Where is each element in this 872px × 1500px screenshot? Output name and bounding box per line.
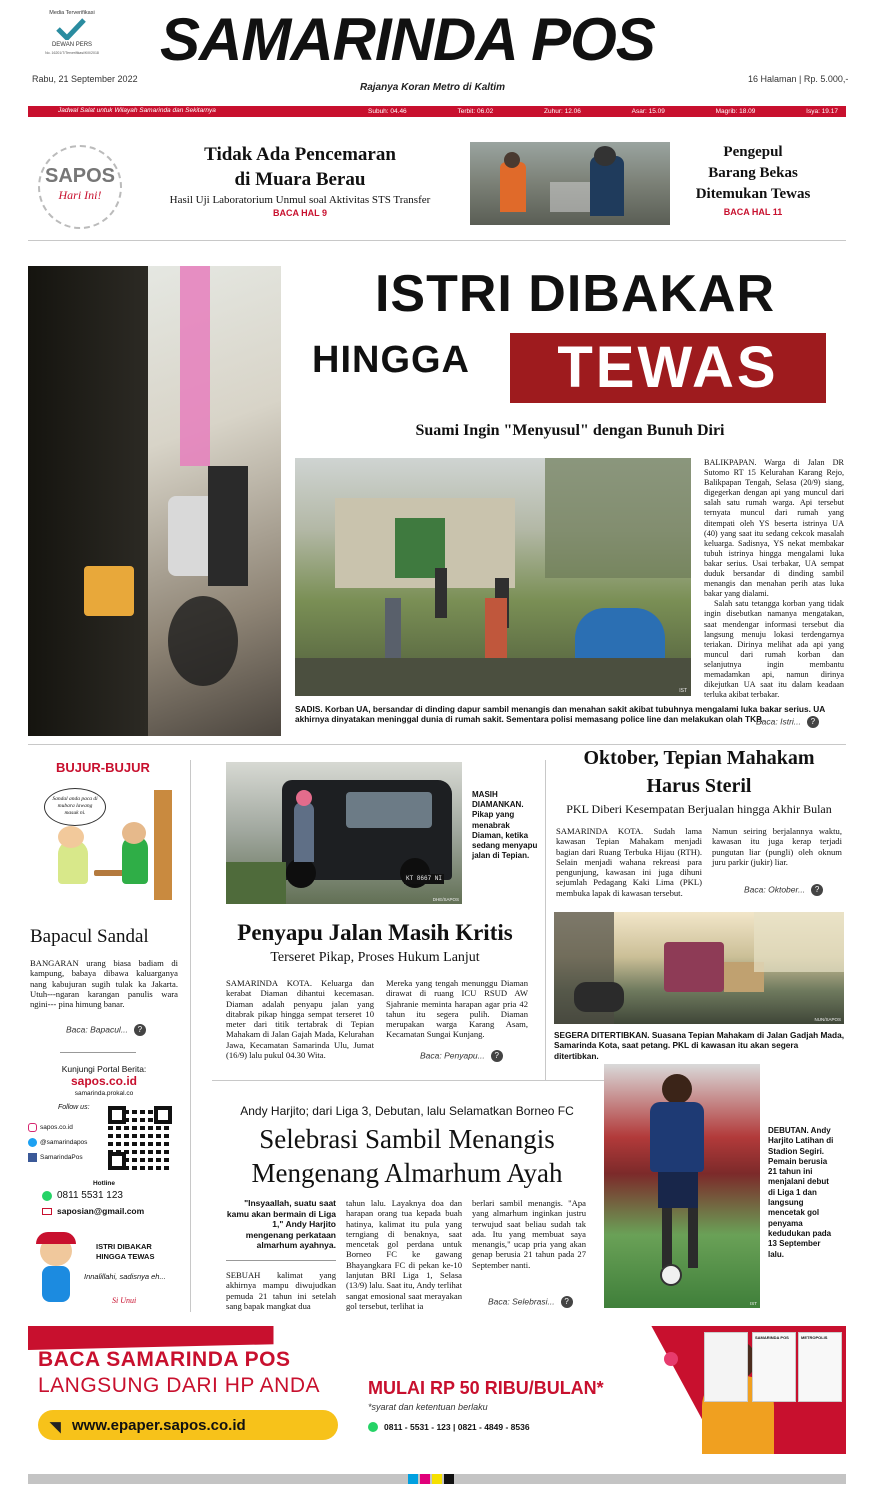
- divider: [28, 240, 846, 241]
- sweeper-body-2: Mereka yang tengah menunggu Diaman dirawat di ruang ICU RSUD AW Sjahranie meminta harapan agar pria 42 tahun itu segera pulih. Diaman merupakan warga Karang Asam, Kecamatan Sungai Kunjang.: [386, 978, 528, 1040]
- ad-paper-1: SAMARINDA POS: [752, 1332, 796, 1402]
- football-kicker: Andy Harjito; dari Liga 3, Debutan, lalu Selamatkan Borneo FC: [240, 1104, 574, 1118]
- cartoon-title-line: HINGGA TEWAS: [96, 1252, 155, 1261]
- oktober-baca[interactable]: [744, 884, 823, 896]
- arrow-icon: ?: [807, 716, 819, 728]
- football-caption: DEBUTAN. Andy Harjito Latihan di Stadion Segiri. Pemain berusia 21 tahun ini menjalani debut di Liga 1 dan langsung mencetak gol penyama kedudukan pada 13 September lalu.: [768, 1126, 834, 1259]
- lead-subhead: Suami Ingin "Menyusul" dengan Bunuh Diri: [415, 422, 725, 439]
- press-badge-line1: Media Terverifikasi: [49, 10, 95, 16]
- portal-sub[interactable]: samarinda.prokal.co: [74, 1090, 134, 1097]
- teaser-1-title-line: Tidak Ada Pencemaran: [204, 144, 396, 165]
- teaser-2-photo: [470, 142, 670, 225]
- lead-headline-box-text: TEWAS: [557, 335, 779, 400]
- lead-photo-left: [28, 266, 281, 736]
- portal-url[interactable]: sapos.co.id: [70, 1074, 138, 1088]
- ad-newspapers: [704, 1332, 844, 1428]
- hotline-label: Hotline: [92, 1180, 116, 1187]
- teaser-1-title-line: di Muara Berau: [234, 169, 366, 190]
- ad-paper-2: METROPOLIS: [798, 1332, 842, 1402]
- sweeper-photo-caption: MASIH DIAMANKAN. Pikap yang menabrak Diaman, ketika sedang menyapu jalan di Tepian.: [472, 790, 538, 861]
- press-badge: [32, 10, 112, 66]
- social-facebook-label: SamarindaPos: [40, 1154, 83, 1161]
- facebook-icon: [28, 1153, 37, 1162]
- divider: [226, 1260, 336, 1261]
- football-headline-line: Selebrasi Sambil Menangis: [259, 1124, 555, 1154]
- instagram-icon: [28, 1123, 37, 1132]
- masthead-price: 16 Halaman | Rp. 5.000,-: [748, 74, 849, 84]
- ad-line-1: BACA SAMARINDA POS: [38, 1348, 291, 1371]
- social-twitter[interactable]: [28, 1135, 108, 1150]
- oktober-headline-line: Harus Steril: [646, 775, 752, 797]
- divider: [60, 1052, 136, 1053]
- sweeper-baca-label: Baca: Penyapu...: [420, 1050, 485, 1061]
- football-body-3: berlari sambil menangis. "Apa yang almarhum inginkan justru terwujud saat beliau sudah tak ada. Itu yang membuat saya menangis," ucap pria yang akan genap berusia 21 tahun pada 27 September nanti.: [472, 1198, 586, 1270]
- bujur-baca[interactable]: [66, 1024, 146, 1036]
- sweeper-credit: DHE/SAPOS: [432, 897, 459, 902]
- hotline-phone-label: 0811 5531 123: [57, 1190, 123, 1201]
- teaser-2-title: [686, 142, 820, 205]
- print-color-bar: [28, 1474, 846, 1484]
- lead-photo-main: [295, 458, 691, 696]
- lead-headline-box: [510, 333, 826, 403]
- sapos-logo-sub: Hari Ini!: [58, 188, 102, 202]
- speech-bubble: [44, 788, 106, 826]
- football-body-1: SEBUAH kalimat yang akhirnya mampu diwujudkan pemuda 21 tahun ini setelah sang bapak mangkat dua: [226, 1270, 336, 1311]
- cartoon-character: [30, 1236, 80, 1306]
- social-twitter-label: @samarindapos: [40, 1139, 88, 1146]
- whatsapp-icon: [42, 1191, 52, 1201]
- teaser-story-1[interactable]: [160, 142, 440, 218]
- social-instagram[interactable]: [28, 1120, 108, 1135]
- teaser-1-title: [160, 142, 440, 192]
- cartoon-signature: Si Unui: [112, 1296, 137, 1305]
- prayer-bar: [28, 106, 846, 117]
- sweeper-headline: Penyapu Jalan Masih Kritis: [237, 920, 513, 945]
- prayer-time: Terbit: 06.02: [457, 108, 494, 115]
- divider: [545, 760, 546, 1080]
- sweeper-baca[interactable]: [420, 1050, 503, 1062]
- hotline-phone[interactable]: [42, 1190, 123, 1201]
- teaser-2-link[interactable]: BACA HAL 11: [723, 207, 783, 217]
- divider: [212, 1080, 604, 1081]
- qr-code[interactable]: [108, 1106, 172, 1170]
- football-baca[interactable]: [488, 1296, 573, 1308]
- twitter-icon: [28, 1138, 37, 1147]
- social-facebook[interactable]: [28, 1150, 108, 1165]
- social-instagram-label: sapos.co.id: [40, 1124, 73, 1131]
- football-photo: [604, 1064, 760, 1308]
- football-headline: [212, 1122, 602, 1190]
- oktober-credit: NUN/SAPOS: [814, 1017, 841, 1022]
- mail-icon: [42, 1208, 52, 1215]
- cursor-icon: [50, 1417, 67, 1434]
- oktober-headline: [552, 744, 846, 800]
- masthead-title: SAMARINDA POS: [160, 6, 655, 73]
- prayer-time: Subuh: 04.46: [368, 108, 407, 115]
- bujur-cartoon: [34, 780, 174, 910]
- teaser-story-2[interactable]: [686, 142, 820, 217]
- sapos-hari-ini-logo: [38, 145, 122, 229]
- lead-body-p2: Salah satu tetangga korban yang tidak ingin disebutkan namanya mengatakan, saat mendengar informasi tersebut dia langsung menuju lokasi terdengarnya teriakan. Dirinya melihat ada api yang muncul dari rumah korban dan selanjutnya ingin membantu memadamkan api, namun dirinya dikejutkan UA saat itu dalam keadaan terluka akibat terbakar.: [704, 599, 844, 700]
- ad-price: MULAI RP 50 RIBU/BULAN*: [368, 1378, 604, 1398]
- prayer-time: Asar: 15.09: [631, 108, 665, 115]
- sweeper-subhead: Terseret Pikap, Proses Hukum Lanjut: [270, 950, 480, 965]
- portal-label: Kunjungi Portal Berita:: [61, 1064, 147, 1074]
- press-badge-line2: DEWAN PERS: [51, 42, 93, 48]
- prayer-time: Magrib: 18.09: [715, 108, 756, 115]
- oktober-caption: SEGERA DITERTIBKAN. Suasana Tepian Mahakam di Jalan Gadjah Mada, Samarinda Kota, saat petang. PKL di kawasan itu akan segera ditertibkan.: [554, 1030, 844, 1061]
- arrow-icon: ?: [811, 884, 823, 896]
- cartoon-title: [96, 1242, 154, 1262]
- social-list: [28, 1120, 108, 1165]
- bubble-text: Sandal anda paca di mubara lawang masuk ni.: [52, 796, 98, 816]
- plate: KT 8667 NI: [405, 875, 442, 882]
- lead-baca-label: Baca: Istri...: [756, 716, 801, 727]
- divider: [190, 760, 191, 1312]
- hotline-email-label: saposian@gmail.com: [57, 1206, 145, 1216]
- ad-url: www.epaper.sapos.co.id: [72, 1416, 246, 1434]
- bujur-title: BUJUR-BUJUR: [56, 760, 150, 775]
- oktober-body-1: SAMARINDA KOTA. Sudah lama kawasan Tepian Mahakam menjadi bagian dari Ruang Terbuka Hijau (RTH). Selain menjadi wahana rekreasi para pengunjung, kawasan ini juga dihuni sejumlah Pedagang Kaki Lima (PKL) membuka lapak di kawasan tersebut.: [556, 826, 702, 898]
- oktober-photo: [554, 912, 844, 1024]
- lead-photo-credit: IST: [679, 688, 687, 694]
- prayer-times: [368, 106, 838, 117]
- hotline-email[interactable]: [42, 1206, 144, 1216]
- oktober-subhead: PKL Diberi Kesempatan Berjualan hingga Akhir Bulan: [566, 802, 832, 816]
- oktober-baca-label: Baca: Oktober...: [744, 884, 806, 895]
- football-headline-line: Mengenang Almarhum Ayah: [251, 1158, 563, 1188]
- prayer-time: Zuhur: 12.06: [544, 108, 581, 115]
- bujur-column-title: Bapacul Sandal: [30, 926, 149, 947]
- bujur-body: BANGARAN urang biasa badiam di kampung, babaya dibawa kaluarganya nang kabujuran sugih tulak ka Jakarta. Utuh---ngaran karangan panulis wara ngini--- pina himung banar.: [30, 958, 178, 1010]
- arrow-icon: ?: [561, 1296, 573, 1308]
- lead-headline-word: HINGGA: [312, 339, 470, 381]
- bujur-baca-label: Baca: Bapacul...: [66, 1024, 128, 1035]
- ad-phones-label: 0811 - 5531 - 123 | 0821 - 4849 - 8536: [384, 1422, 530, 1432]
- sapos-logo-main: SAPOS: [44, 165, 116, 187]
- sweeper-body-1: SAMARINDA KOTA. Keluarga dan kerabat Diaman dihantui kecemasan. Diaman adalah penyapu jalan yang ditabrak pikap hingga sempat terseret 10 meter dari titik tertabrak di Tepian Mahakam di Jalan Gajah Mada, Kelurahan Jawa, Kecamatan Samarinda Ulu, Jumat (16/9) lalu pukul 04.30 Wita.: [226, 978, 374, 1061]
- ad-terms: *syarat dan ketentuan berlaku: [368, 1402, 488, 1412]
- press-badge-line3: No. 16201/T/Terverifikasi/K/II/2018: [45, 51, 99, 55]
- masthead-tagline: Rajanya Koran Metro di Kaltim: [360, 82, 506, 93]
- lead-headline-line1: ISTRI DIBAKAR: [374, 265, 776, 323]
- ad-line-2: LANGSUNG DARI HP ANDA: [38, 1374, 321, 1397]
- ad-banner[interactable]: [28, 1326, 846, 1454]
- teaser-1-sub: Hasil Uji Laboratorium Unmul soal Aktivitas STS Transfer: [169, 194, 431, 206]
- cartoon-title-line: ISTRI DIBAKAR: [96, 1242, 152, 1251]
- prayer-bar-label: Jadwal Salat untuk Wilayah Samarinda dan Sekitarnya: [58, 107, 216, 114]
- lead-body-p1: BALIKPAPAN. Warga di Jalan DR Sutomo RT 15 Kelurahan Karang Rejo, Balikpapan Tengah, Selasa (20/9) siang, digegerkan dengan api yang muncul dari salah satu rumah warga. Api tersebut ternyata muncul dari rumah yang ditempati oleh YS beserta istrinya UA (40) yang saat itu sedang cekcok masalah keluarga. Sadisnya, YS nekat membakar tubuh istrinya hingga mengalami luka bakar serius. Usai terbakar, UA sempat duduk bersandar di dinding sambil menangis dan menahan perih atas luka bakar yang dialami.: [704, 458, 844, 599]
- prayer-time: Isya: 19.17: [806, 108, 838, 115]
- lead-body: [704, 458, 844, 700]
- follow-label: Follow us:: [58, 1104, 90, 1111]
- teaser-2-title-line: Ditemukan Tewas: [695, 186, 811, 202]
- ad-phones[interactable]: [368, 1422, 530, 1432]
- lead-caption: SADIS. Korban UA, bersandar di dinding dapur sambil menangis dan menahan sakit akibat tubuhnya mengalami luka bakar serius. UA akhirnya dinyatakan meninggal dunia di rumah sakit. Sementara polisi memasang police line dan melakukan olah TKP.: [295, 704, 825, 725]
- teaser-1-link[interactable]: BACA HAL 9: [272, 208, 327, 218]
- football-body-2: tahun lalu. Layaknya doa dan harapan orang tua kepada buah hatinya, kalimat itu pula yang terngiang di benaknya, saat mencetak gol perdana untuk Borneo FC ke gawang Bhayangkara FC di pekan ke-10 lanjutan BRI Liga 1, Selasa (13/9) lalu. Saat itu, Andy terlihat sangat emosional saat merayakan gol tersebut, terlihat ia: [346, 1198, 462, 1311]
- arrow-icon: ?: [134, 1024, 146, 1036]
- sweeper-photo: [226, 762, 462, 904]
- teaser-2-title-line: Pengepul: [723, 144, 783, 160]
- arrow-icon: ?: [491, 1050, 503, 1062]
- whatsapp-icon: [368, 1422, 378, 1432]
- oktober-headline-line: Oktober, Tepian Mahakam: [583, 747, 815, 769]
- ad-url-pill[interactable]: [38, 1410, 338, 1440]
- football-baca-label: Baca: Selebrasi...: [488, 1296, 555, 1307]
- football-credit: IST: [749, 1301, 757, 1306]
- cartoon-text: Innalillahi, sadisnya eh...: [84, 1272, 166, 1281]
- football-pullquote: "Insyaallah, suatu saat kamu akan bermain di Liga 1," Andy Harjito mengenang perkataan almarhum ayahnya.: [226, 1198, 336, 1250]
- heart-icon: [664, 1352, 678, 1366]
- masthead-date: Rabu, 21 September 2022: [32, 74, 138, 84]
- teaser-2-title-line: Barang Bekas: [708, 165, 798, 181]
- oktober-body-2: Namun seiring berjalannya waktu, kawasan itu juga kerap terjadi pungutan liar (pungli) oleh oknum juru parkir (jukir) liar.: [712, 826, 842, 867]
- check-icon: [56, 18, 86, 40]
